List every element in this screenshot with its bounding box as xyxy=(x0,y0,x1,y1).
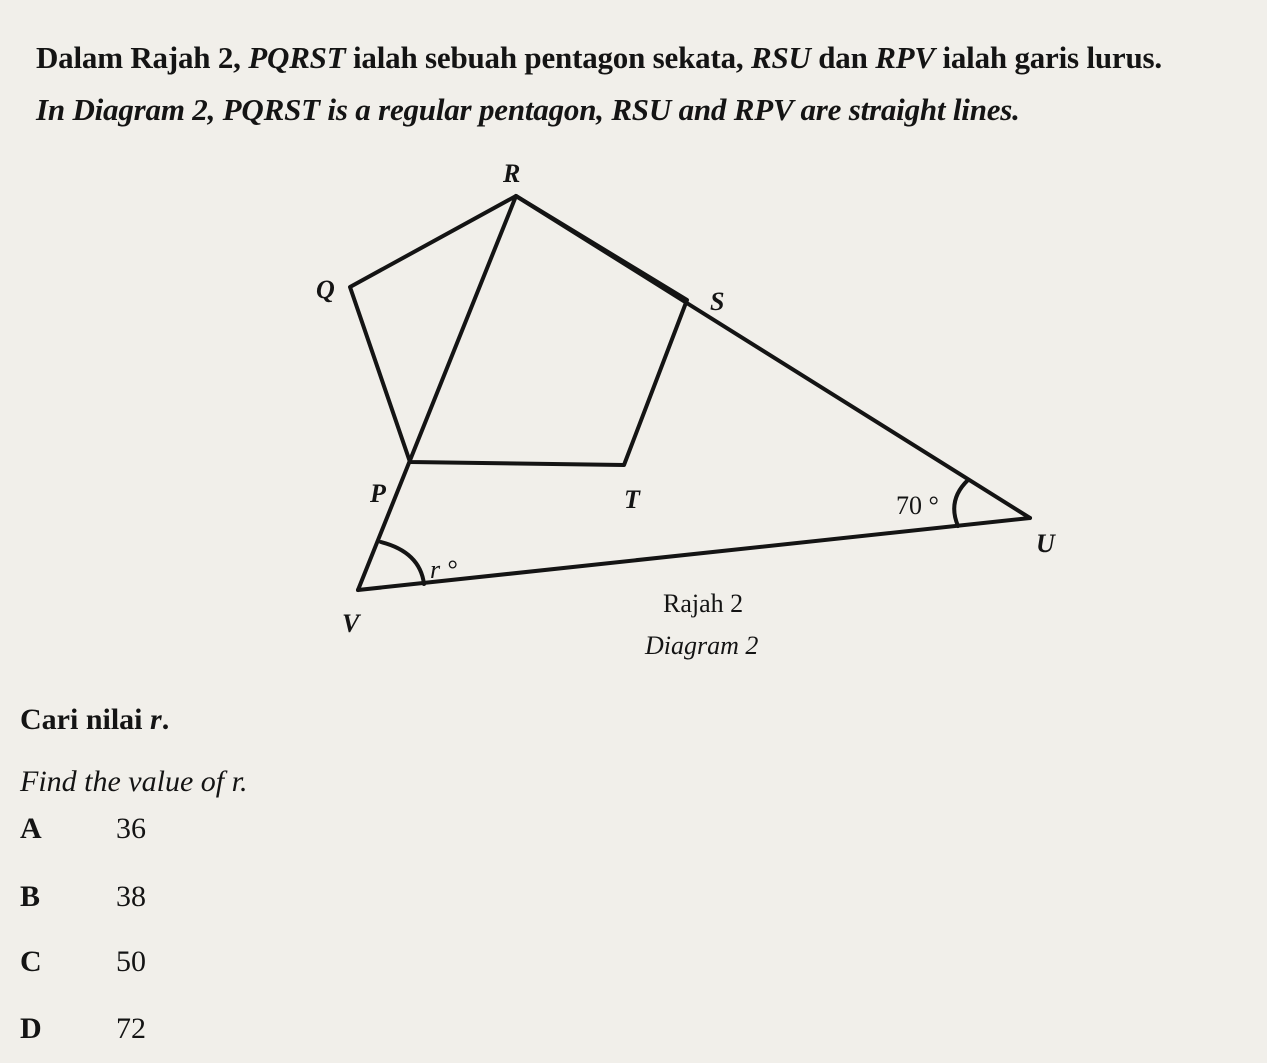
statement-malay-mid: ialah sebuah pentagon sekata, xyxy=(345,40,751,75)
option-letter: C xyxy=(20,945,42,978)
option-value: 72 xyxy=(116,1012,146,1045)
statement-malay xyxy=(36,40,1162,76)
option-b[interactable] xyxy=(20,880,146,914)
caption-english: Diagram 2 xyxy=(645,631,759,660)
angle-v-label: r ° xyxy=(430,555,458,584)
line-rsu xyxy=(516,196,1030,518)
label-q: Q xyxy=(316,275,335,304)
option-d[interactable] xyxy=(20,1012,146,1046)
label-t: T xyxy=(624,485,640,514)
angle-arc-v xyxy=(381,542,424,584)
option-value: 38 xyxy=(116,880,146,913)
label-u: U xyxy=(1036,529,1055,558)
label-s: S xyxy=(710,287,725,316)
statement-malay-and: dan xyxy=(810,40,876,75)
angle-u-label: 70 ° xyxy=(896,491,939,520)
statement-malay-line2: RPV xyxy=(875,40,935,75)
label-v: V xyxy=(342,609,360,638)
question-malay-suffix: . xyxy=(161,703,170,736)
question-english: Find the value of r. xyxy=(20,765,248,798)
angle-arc-u xyxy=(954,480,968,526)
label-r: R xyxy=(503,159,521,188)
option-letter: B xyxy=(20,880,41,913)
caption-malay: Rajah 2 xyxy=(663,589,744,618)
statement-malay-prefix: Dalam Rajah 2, xyxy=(36,40,249,75)
option-letter: D xyxy=(20,1012,42,1045)
option-value: 36 xyxy=(116,812,146,845)
statement-malay-suffix: ialah garis lurus. xyxy=(934,40,1162,75)
line-rpv xyxy=(358,196,516,590)
statement-english: In Diagram 2, PQRST is a regular pentagon, RSU and RPV are straight lines. xyxy=(36,92,1020,127)
line-vu xyxy=(358,518,1030,590)
option-letter: A xyxy=(20,812,42,845)
question-malay-prefix: Cari nilai xyxy=(20,703,151,736)
statement-malay-line1: RSU xyxy=(750,40,811,75)
geometry-diagram xyxy=(0,150,1267,670)
label-p: P xyxy=(370,479,386,508)
question-malay-var: r xyxy=(150,703,162,736)
option-a[interactable] xyxy=(20,812,146,846)
option-value: 50 xyxy=(116,945,146,978)
question-malay xyxy=(20,703,169,737)
pentagon-pqrst xyxy=(350,196,687,465)
statement-malay-pentagon: PQRST xyxy=(248,40,346,75)
option-c[interactable] xyxy=(20,945,146,979)
